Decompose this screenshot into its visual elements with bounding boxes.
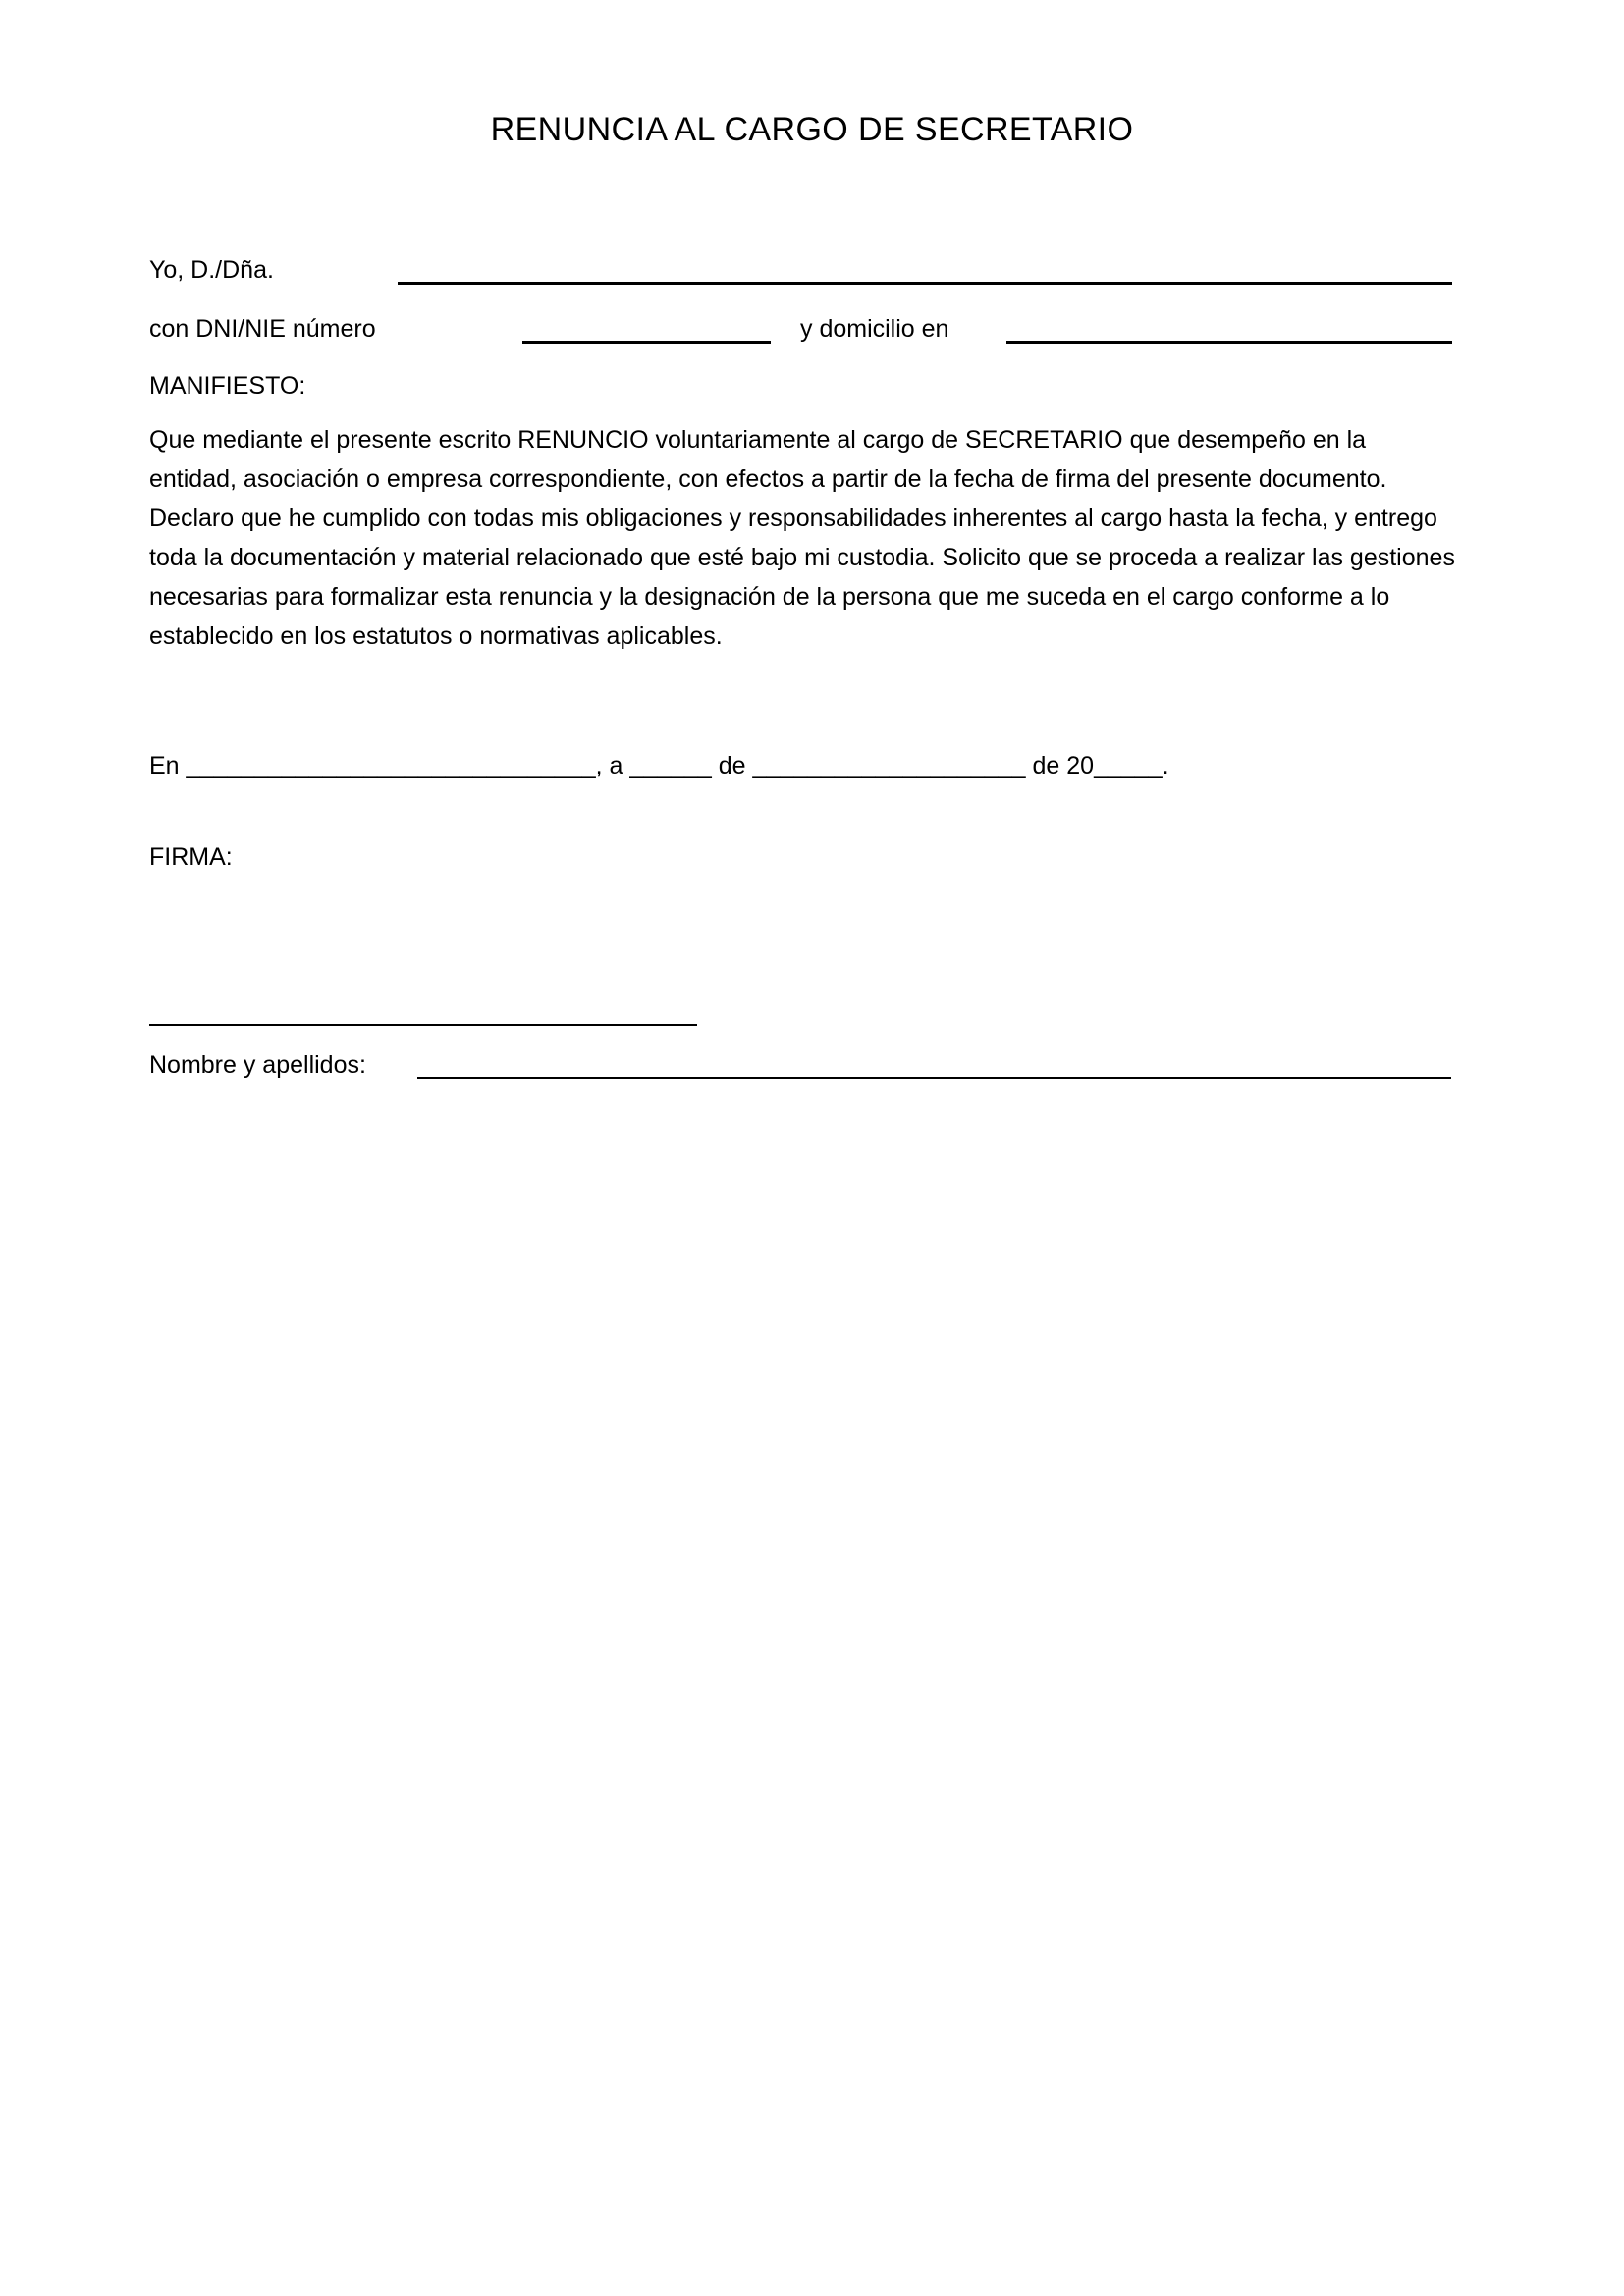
signature-heading: FIRMA:	[149, 843, 233, 871]
body-paragraph	[149, 420, 1455, 656]
signature-name-line[interactable]	[417, 1077, 1451, 1079]
dni-field-line[interactable]	[522, 341, 771, 344]
address-field-line[interactable]	[1006, 341, 1452, 344]
date-line[interactable]: En ______________________________, a ______ de ____________________ de 20_____.	[149, 752, 1169, 779]
page-title: RENUNCIA AL CARGO DE SECRETARIO	[490, 111, 1134, 148]
name-field-line[interactable]	[398, 282, 1452, 285]
address-field-label: y domicilio en	[800, 315, 949, 343]
body-paragraph-text: Que mediante el presente escrito RENUNCIO voluntariamente al cargo de SECRETARIO que desempeño en la entidad, asociación o empresa correspondiente, con efectos a partir de la fecha de firma del presente documento. Declaro que he cumplido con todas mis obligaciones y responsabilidades inherentes al cargo hasta la fecha, y entrego toda la documentación y material relacionado que esté bajo mi custodia. Solicito que se proceda a realizar las gestiones necesarias para formalizar esta renuncia y la designación de la persona que me suceda en el cargo conforme a lo establecido en los estatutos o normativas aplicables.	[149, 426, 1455, 650]
manifiesto-heading: MANIFIESTO:	[149, 372, 306, 400]
name-field-label: Yo, D./Dña.	[149, 256, 274, 284]
signature-line[interactable]	[149, 1024, 697, 1026]
signature-name-label: Nombre y apellidos:	[149, 1051, 366, 1079]
dni-field-label: con DNI/NIE número	[149, 315, 376, 343]
